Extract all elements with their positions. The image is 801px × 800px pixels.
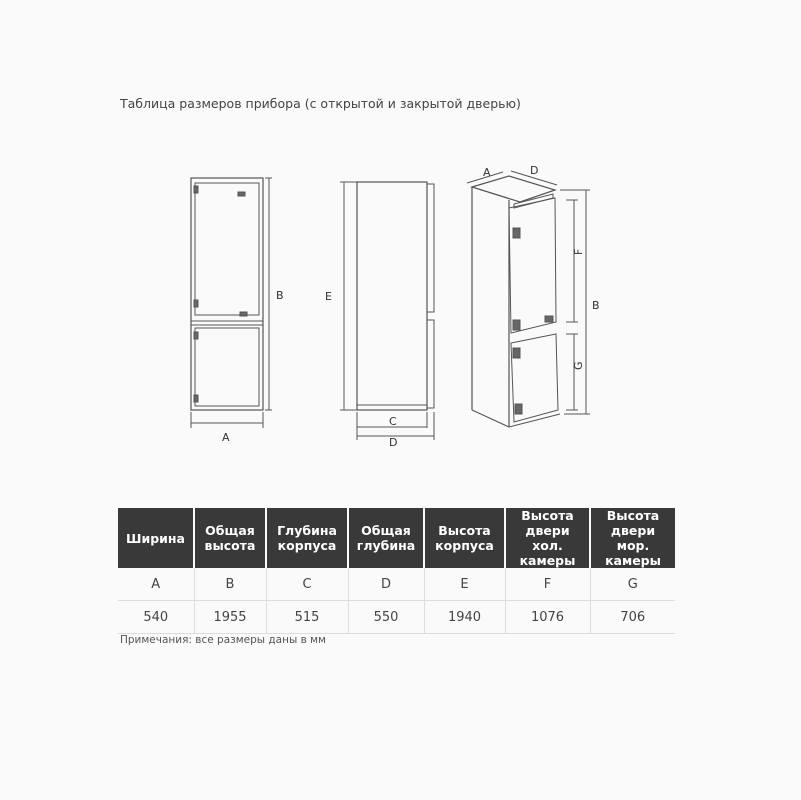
front-view: [191, 178, 272, 428]
table-row-letters: [118, 568, 675, 601]
value-cell: 1940: [424, 601, 505, 634]
value-cell: 515: [266, 601, 348, 634]
dimensions-table: [118, 508, 675, 634]
letter-cell: E: [424, 568, 505, 601]
value-cell: 540: [118, 601, 194, 634]
table-row-values: [118, 601, 675, 634]
header-freezer-door-height: Высота двери мор. камеры: [590, 508, 675, 568]
iso-width-label: A: [483, 166, 491, 179]
iso-freezer-door-label: G: [572, 361, 585, 370]
iso-fridge-door-label: F: [572, 248, 585, 255]
value-cell: 1955: [194, 601, 266, 634]
table-header-row: [118, 508, 675, 568]
value-cell: 1076: [505, 601, 590, 634]
letter-cell: D: [348, 568, 424, 601]
header-total-height: Общая высота: [194, 508, 266, 568]
letter-cell: F: [505, 568, 590, 601]
iso-total-height-label: B: [592, 299, 600, 312]
letter-cell: A: [118, 568, 194, 601]
letter-cell: C: [266, 568, 348, 601]
iso-depth-label: D: [530, 164, 539, 177]
header-total-depth: Общая глубина: [348, 508, 424, 568]
letter-cell: B: [194, 568, 266, 601]
header-fridge-door-height: Высота двери хол. камеры: [505, 508, 590, 568]
front-height-label: B: [276, 289, 284, 302]
value-cell: 550: [348, 601, 424, 634]
side-body-depth-label: C: [389, 415, 397, 428]
page-title: Таблица размеров прибора (с открытой и закрытой дверью): [120, 96, 521, 111]
letter-cell: G: [590, 568, 675, 601]
iso-view: [467, 171, 590, 427]
side-view: [340, 182, 434, 440]
dimensions-note: Примечания: все размеры даны в мм: [120, 634, 326, 646]
side-total-depth-label: D: [389, 436, 398, 449]
header-body-height: Высота корпуса: [424, 508, 505, 568]
side-height-label: E: [325, 290, 332, 303]
header-body-depth: Глубина корпуса: [266, 508, 348, 568]
front-width-label: A: [222, 431, 230, 444]
header-width: Ширина: [118, 508, 194, 568]
value-cell: 706: [590, 601, 675, 634]
